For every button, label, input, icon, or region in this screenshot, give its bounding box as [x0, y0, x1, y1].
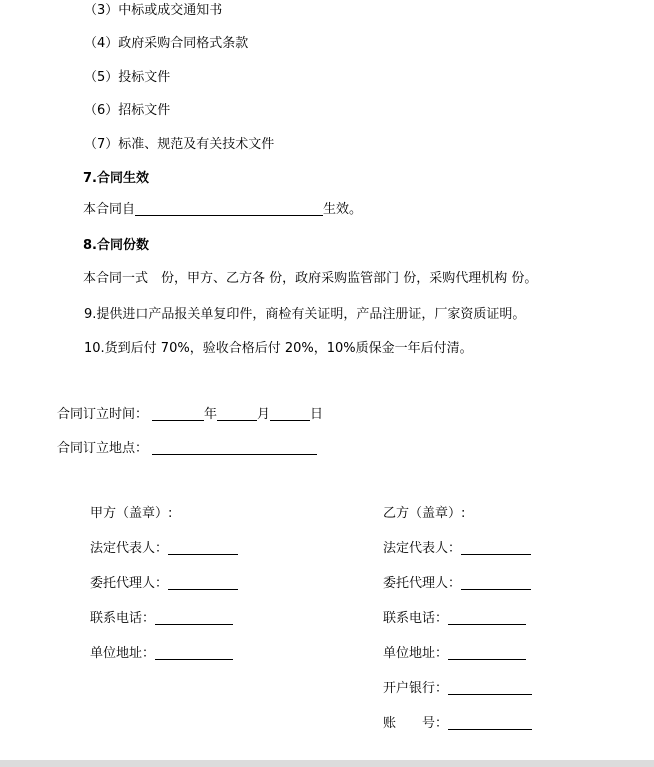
party-b-bank-blank — [448, 681, 532, 695]
list-item-7: （7）标准、规范及有关技术文件 — [84, 137, 275, 152]
party-a-agent-blank — [168, 576, 238, 590]
signing-place-label: 合同订立地点： — [57, 441, 149, 456]
effective-date-blank — [135, 202, 323, 216]
month-blank — [217, 407, 257, 421]
section-8-heading: 8.合同份数 — [83, 238, 149, 253]
party-b-account-row — [383, 715, 532, 732]
section-7-prefix: 本合同自 — [83, 202, 136, 217]
party-a-legal-rep-blank — [168, 541, 238, 555]
clause-9: 9.提供进口产品报关单复印件，商检有关证明，产品注册证，厂家资质证明。 — [84, 307, 526, 322]
party-b-account-blank — [448, 716, 532, 730]
party-a-address-label: 单位地址： — [90, 646, 156, 661]
party-a-address-row — [90, 645, 238, 662]
party-b-bank-row — [383, 680, 532, 697]
party-b-legal-rep-label: 法定代表人： — [383, 541, 462, 556]
party-b-phone-row — [383, 610, 532, 627]
section-7-heading: 7.合同生效 — [83, 171, 149, 186]
party-b-title: 乙方（盖章）: — [383, 506, 466, 521]
party-a-legal-rep-row — [90, 540, 238, 557]
party-a-phone-label: 联系电话： — [90, 611, 156, 626]
party-b-legal-rep-row — [383, 540, 532, 557]
signing-place-line — [57, 440, 317, 457]
party-b-agent-blank — [461, 576, 531, 590]
day-char: 日 — [310, 407, 324, 422]
party-b-agent-row — [383, 575, 532, 592]
party-a-address-blank — [155, 646, 233, 660]
party-b-legal-rep-blank — [461, 541, 531, 555]
year-char: 年 — [204, 407, 218, 422]
party-a-title: 甲方（盖章）: — [90, 506, 173, 521]
party-a-phone-blank — [155, 611, 233, 625]
list-item-5: （5）投标文件 — [84, 70, 171, 85]
party-b-address-label: 单位地址： — [383, 646, 449, 661]
list-item-3: （3）中标或成交通知书 — [84, 3, 223, 18]
list-item-6: （6）招标文件 — [84, 103, 171, 118]
signing-time-line — [57, 406, 323, 423]
party-b-phone-label: 联系电话： — [383, 611, 449, 626]
place-blank — [152, 441, 317, 455]
party-b-phone-blank — [448, 611, 526, 625]
party-b-bank-label: 开户银行： — [383, 681, 449, 696]
clause-10: 10.货到后付 70%，验收合格后付 20%，10%质保金一年后付清。 — [84, 341, 473, 356]
party-b-address-blank — [448, 646, 526, 660]
section-7-suffix: 生效。 — [323, 202, 363, 217]
year-blank — [152, 407, 204, 421]
list-item-4: （4）政府采购合同格式条款 — [84, 36, 249, 51]
party-a-agent-row — [90, 575, 238, 592]
party-b-account-label: 账 号： — [383, 716, 449, 731]
section-7-body — [83, 201, 362, 218]
signing-time-label: 合同订立时间： — [57, 407, 149, 422]
party-b-address-row — [383, 645, 532, 662]
party-a-signature-block — [90, 505, 238, 680]
month-char: 月 — [257, 407, 271, 422]
horizontal-scrollbar[interactable] — [0, 760, 654, 767]
party-a-phone-row — [90, 610, 238, 627]
party-b-agent-label: 委托代理人： — [383, 576, 462, 591]
day-blank — [270, 407, 310, 421]
section-8-body: 本合同一式 份，甲方、乙方各 份，政府采购监管部门 份，采购代理机构 份。 — [83, 271, 538, 286]
party-a-legal-rep-label: 法定代表人： — [90, 541, 169, 556]
party-a-agent-label: 委托代理人： — [90, 576, 169, 591]
party-b-signature-block — [383, 505, 532, 750]
